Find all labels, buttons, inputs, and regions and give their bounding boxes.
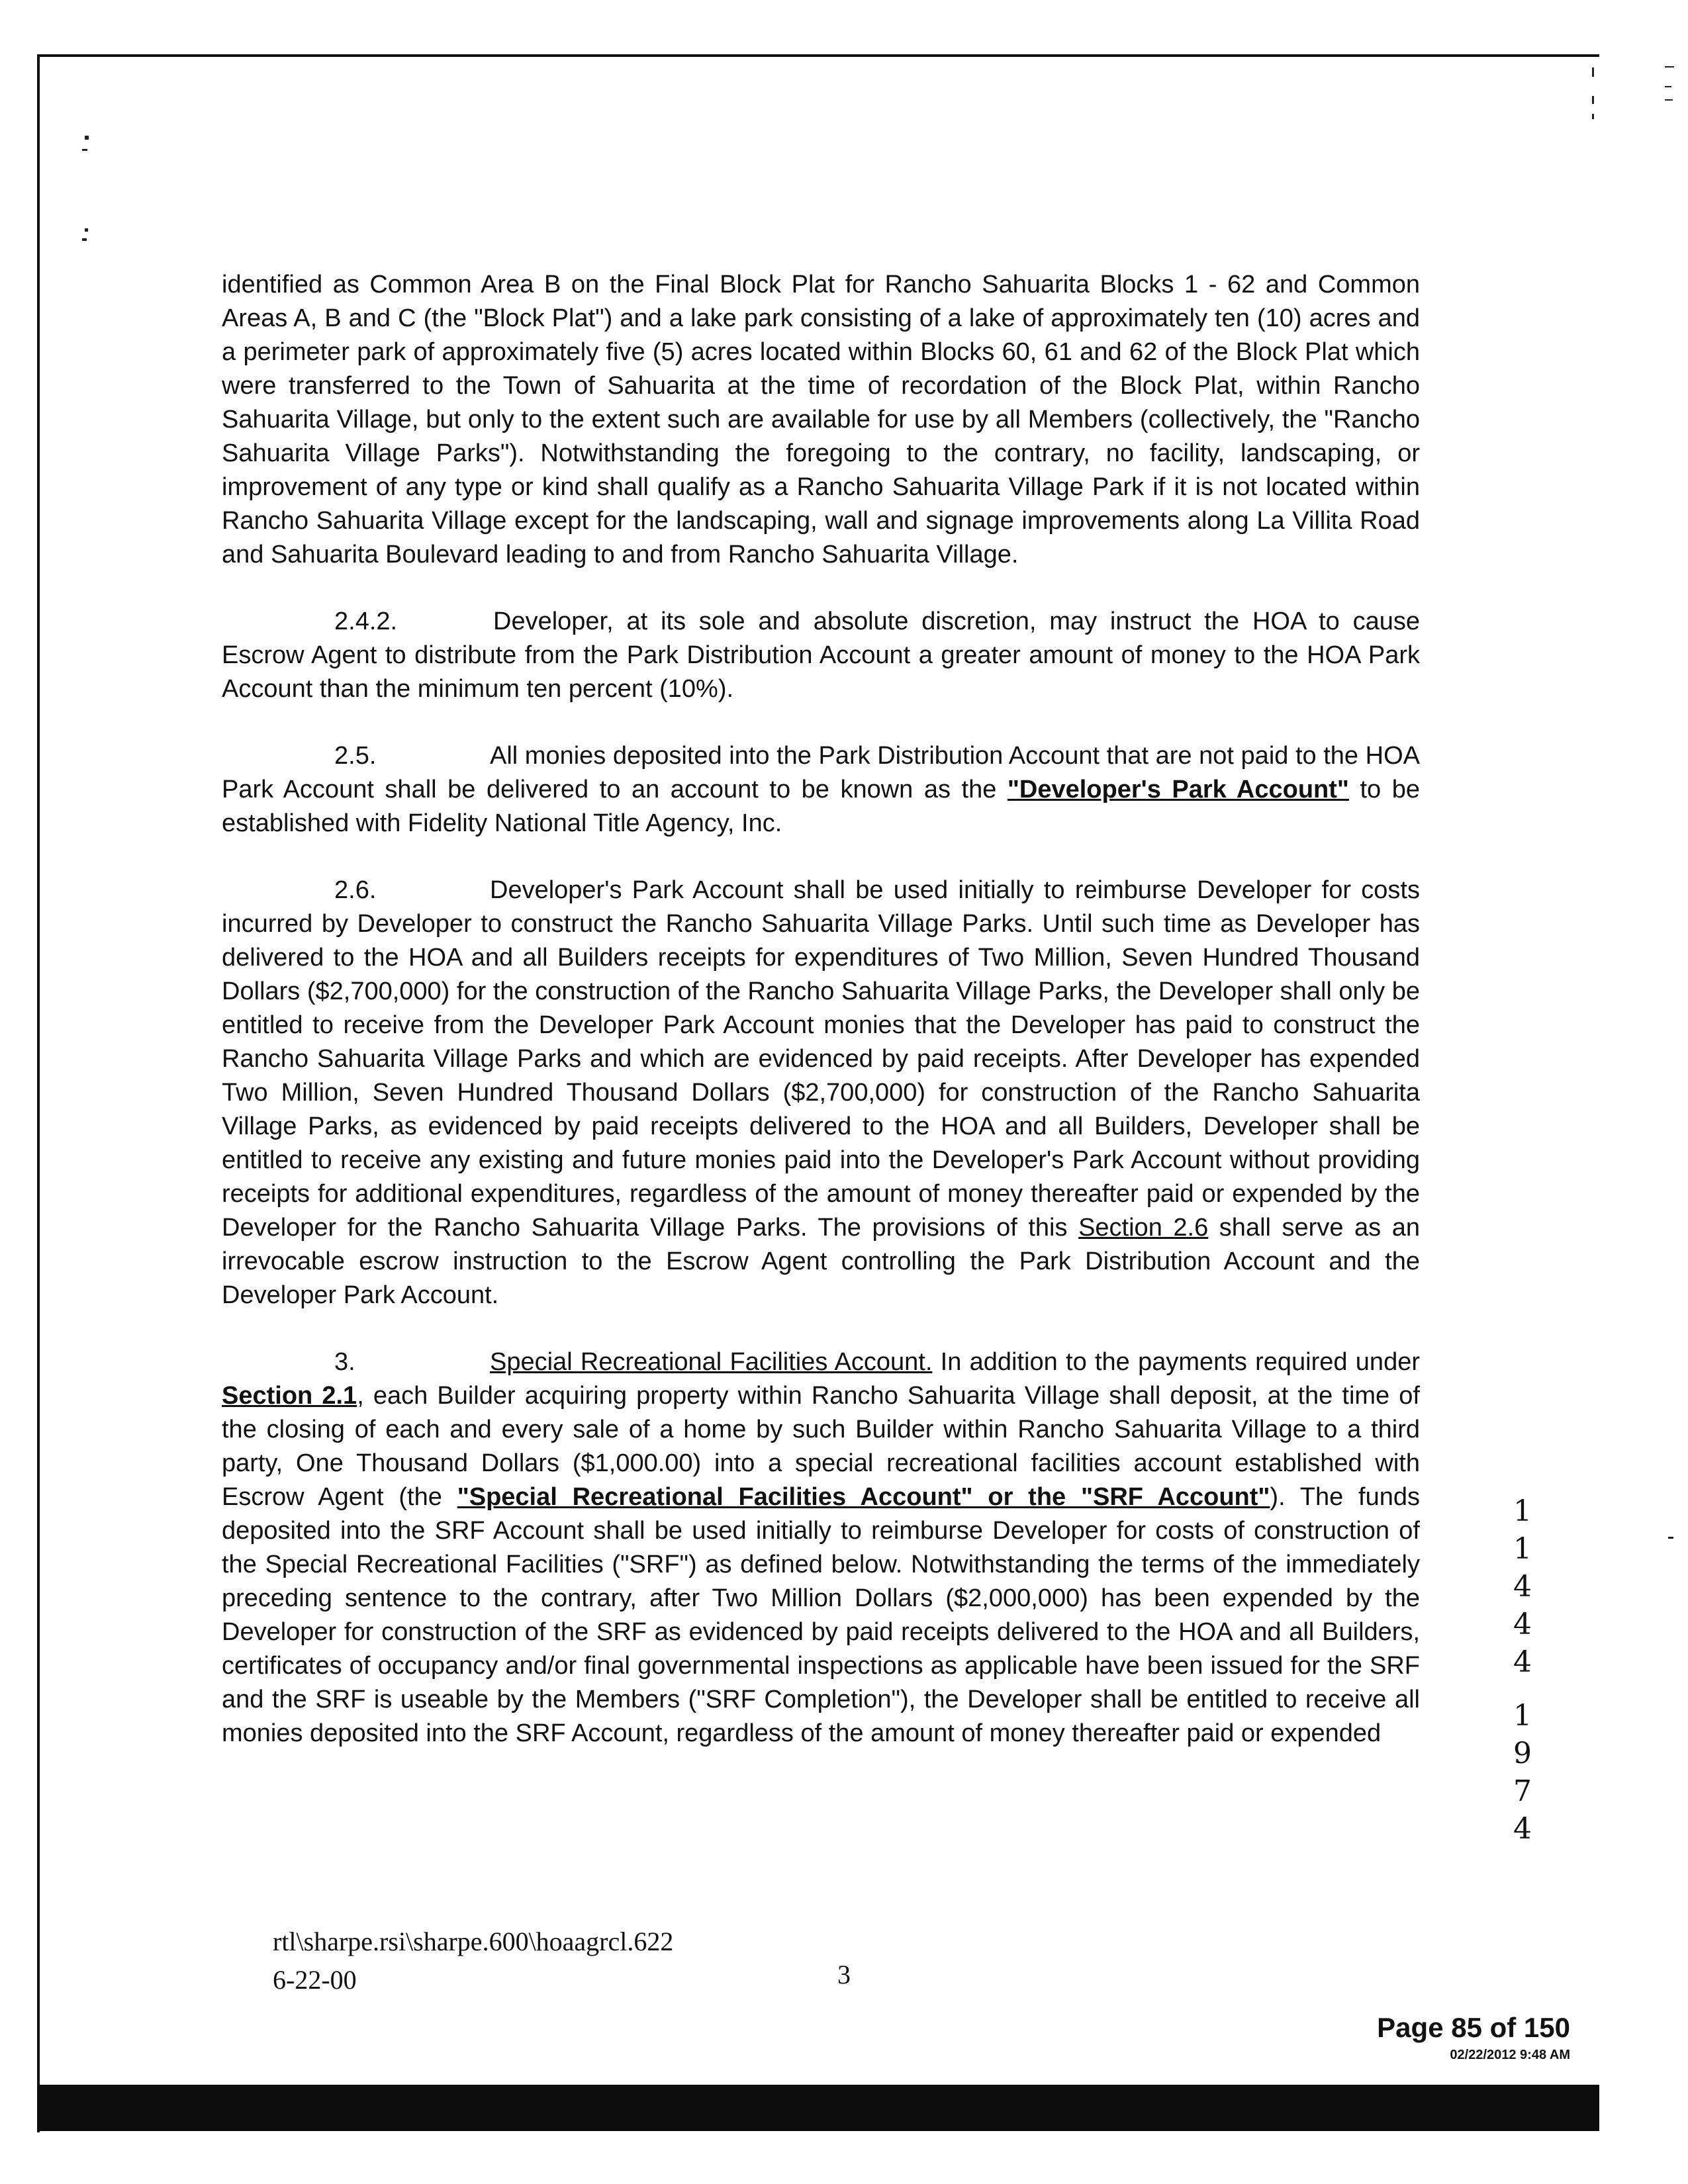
paragraph-text: All monies deposited into the Park Distribution Account that are not paid to the HOA Park Account shall be delivered to an account to be known as the (222, 742, 1420, 803)
footer-file-path: rtl\sharpe.rsi\sharpe.600\hoaagrcl.622 (273, 1927, 674, 1956)
paragraph-text: In addition to the payments required under (932, 1348, 1420, 1376)
paragraph-text: shall serve as an irrevocable escrow instruction to the Escrow Agent controlling the Park Distribution Account and the Developer Park Account. (222, 1214, 1420, 1309)
defined-term: "Special Recreational Facilities Account" or the "SRF Account" (457, 1483, 1270, 1511)
margin-digit: 7 (1513, 1774, 1532, 1808)
paragraph-2-5 (222, 739, 1420, 841)
paragraph-text: identified as Common Area B on the Final Block Plat for Rancho Sahuarita Blocks 1 - 62 and Common Areas A, B and C (the "Block Plat") and a lake park consisting of a lake of approximately ten (10) acres and a perimeter park of approximately five (5) acres located within Blocks 60, 61 and 62 of the Block Plat which were transferred to the Town of Sahuarita at the time of recordation of the Block Plat, within Rancho Sahuarita Village, but only to the extent such are available for use by all Members (collectively, the "Rancho Sahuarita Village Parks"). Notwithstanding the foregoing to the contrary, no facility, landscaping, or improvement of any type or kind shall qualify as a Rancho Sahuarita Village Park if it is not located within Rancho Sahuarita Village except for the landscaping, wall and signage improvements along La Villita Road and Sahuarita Boulevard leading to and from Rancho Sahuarita Village. (222, 271, 1420, 569)
margin-digit: 1 (1513, 1532, 1532, 1566)
defined-term: "Developer's Park Account" (1007, 776, 1349, 803)
margin-digit: 4 (1513, 1645, 1532, 1679)
margin-digit: 4 (1513, 1812, 1532, 1846)
footer-file-info (273, 1923, 673, 1999)
scan-speck (1665, 99, 1673, 101)
margin-digit: 1 (1513, 1699, 1532, 1733)
scan-speck (1665, 86, 1671, 87)
section-number: 3. (334, 1348, 355, 1376)
paragraph-text: Developer's Park Account shall be used initially to reimburse Developer for costs incurred by Developer to construct the Rancho Sahuarita Village Parks. Until such time as Developer has delivered to the HOA and all Builders receipts for expenditures of Two Million, Seven Hundred Thousand Dollars ($2,700,000) for the construction of the Rancho Sahuarita Village Parks, the Developer shall only be entitled to receive from the Developer Park Account monies that the Developer has paid to construct the Rancho Sahuarita Village Parks and which are evidenced by paid receipts. After Developer has expended Two Million, Seven Hundred Thousand Dollars ($2,700,000) for construction of the Rancho Sahuarita Village Parks, as evidenced by paid receipts delivered to the HOA and all Builders, Developer shall be entitled to receive any existing and future monies paid into the Developer's Park Account without providing receipts for additional expenditures, regardless of the amount of money thereafter paid or expended by the Developer for the Rancho Sahuarita Village Parks. The provisions of this (222, 876, 1420, 1242)
footer-page-number: 3 (837, 1960, 851, 1989)
margin-digit: 4 (1513, 1608, 1532, 1641)
recorder-page-stamp: Page 85 of 150 (1377, 2012, 1570, 2043)
recorder-timestamp: 02/22/2012 9:48 AM (1450, 2048, 1570, 2062)
section-heading: Special Recreational Facilities Account. (490, 1348, 933, 1376)
section-reference: Section 2.6 (1078, 1214, 1209, 1242)
paragraph-text: ). The funds deposited into the SRF Account shall be used initially to reimburse Developer for costs of construction of the Special Recreational Facilities ("SRF") as defined below. Notwithstanding the terms of the immediately preceding sentence to the contrary, after Two Million Dollars ($2,000,000) has been expended by the Developer for construction of the SRF as evidenced by paid receipts delivered to the HOA and all Builders, certificates of occupancy and/or final governmental inspections as applicable have been issued for the SRF and the SRF is useable by the Members ("SRF Completion"), the Developer shall be entitled to receive all monies deposited into the SRF Account, regardless of the amount of money thereafter paid or expended (222, 1483, 1421, 1747)
margin-digit: 9 (1513, 1737, 1532, 1770)
paragraph-2-6 (222, 874, 1420, 1312)
section-number: 2.6. (334, 876, 377, 904)
scan-speck (1592, 68, 1594, 77)
scan-speck (1592, 114, 1594, 119)
section-number: 2.5. (334, 742, 377, 770)
document-body (222, 268, 1420, 1784)
scan-border-bottom (37, 2085, 1599, 2131)
footer-date: 6-22-00 (273, 1965, 357, 1995)
section-reference: Section 2.1 (222, 1382, 357, 1410)
scan-speck (82, 238, 87, 241)
margin-recording-number (1509, 1492, 1536, 1848)
scan-speck (82, 149, 87, 151)
scan-speck (1592, 96, 1594, 104)
paragraph-common-areas (222, 268, 1420, 572)
section-number: 2.4.2. (334, 608, 398, 635)
scan-speck (85, 136, 89, 140)
margin-digit: 4 (1513, 1570, 1532, 1604)
margin-digit: 1 (1513, 1494, 1532, 1528)
scan-border-left (37, 54, 40, 2132)
paragraph-3 (222, 1345, 1420, 1751)
paragraph-text: , each Builder acquiring property within Rancho Sahuarita Village shall deposit, at the time of the closing of each and every sale of a home by such Builder within Rancho Sahuarita Village to a third party, One Thousand Dollars ($1,000.00) into a special recreational facilities account established with Escrow Agent (the (222, 1382, 1420, 1511)
paragraph-2-4-2 (222, 605, 1420, 706)
scan-border-top (37, 54, 1599, 57)
scan-speck (85, 228, 88, 232)
scan-speck (1665, 66, 1674, 68)
paragraph-text: Developer, at its sole and absolute discretion, may instruct the HOA to cause Escrow Agent to distribute from the Park Distribution Account a greater amount of money to the HOA Park Account than the minimum ten percent (10%). (222, 608, 1420, 703)
scan-speck (1668, 1537, 1673, 1539)
paragraph-text: to be established with Fidelity National Title Agency, Inc. (222, 776, 1420, 837)
